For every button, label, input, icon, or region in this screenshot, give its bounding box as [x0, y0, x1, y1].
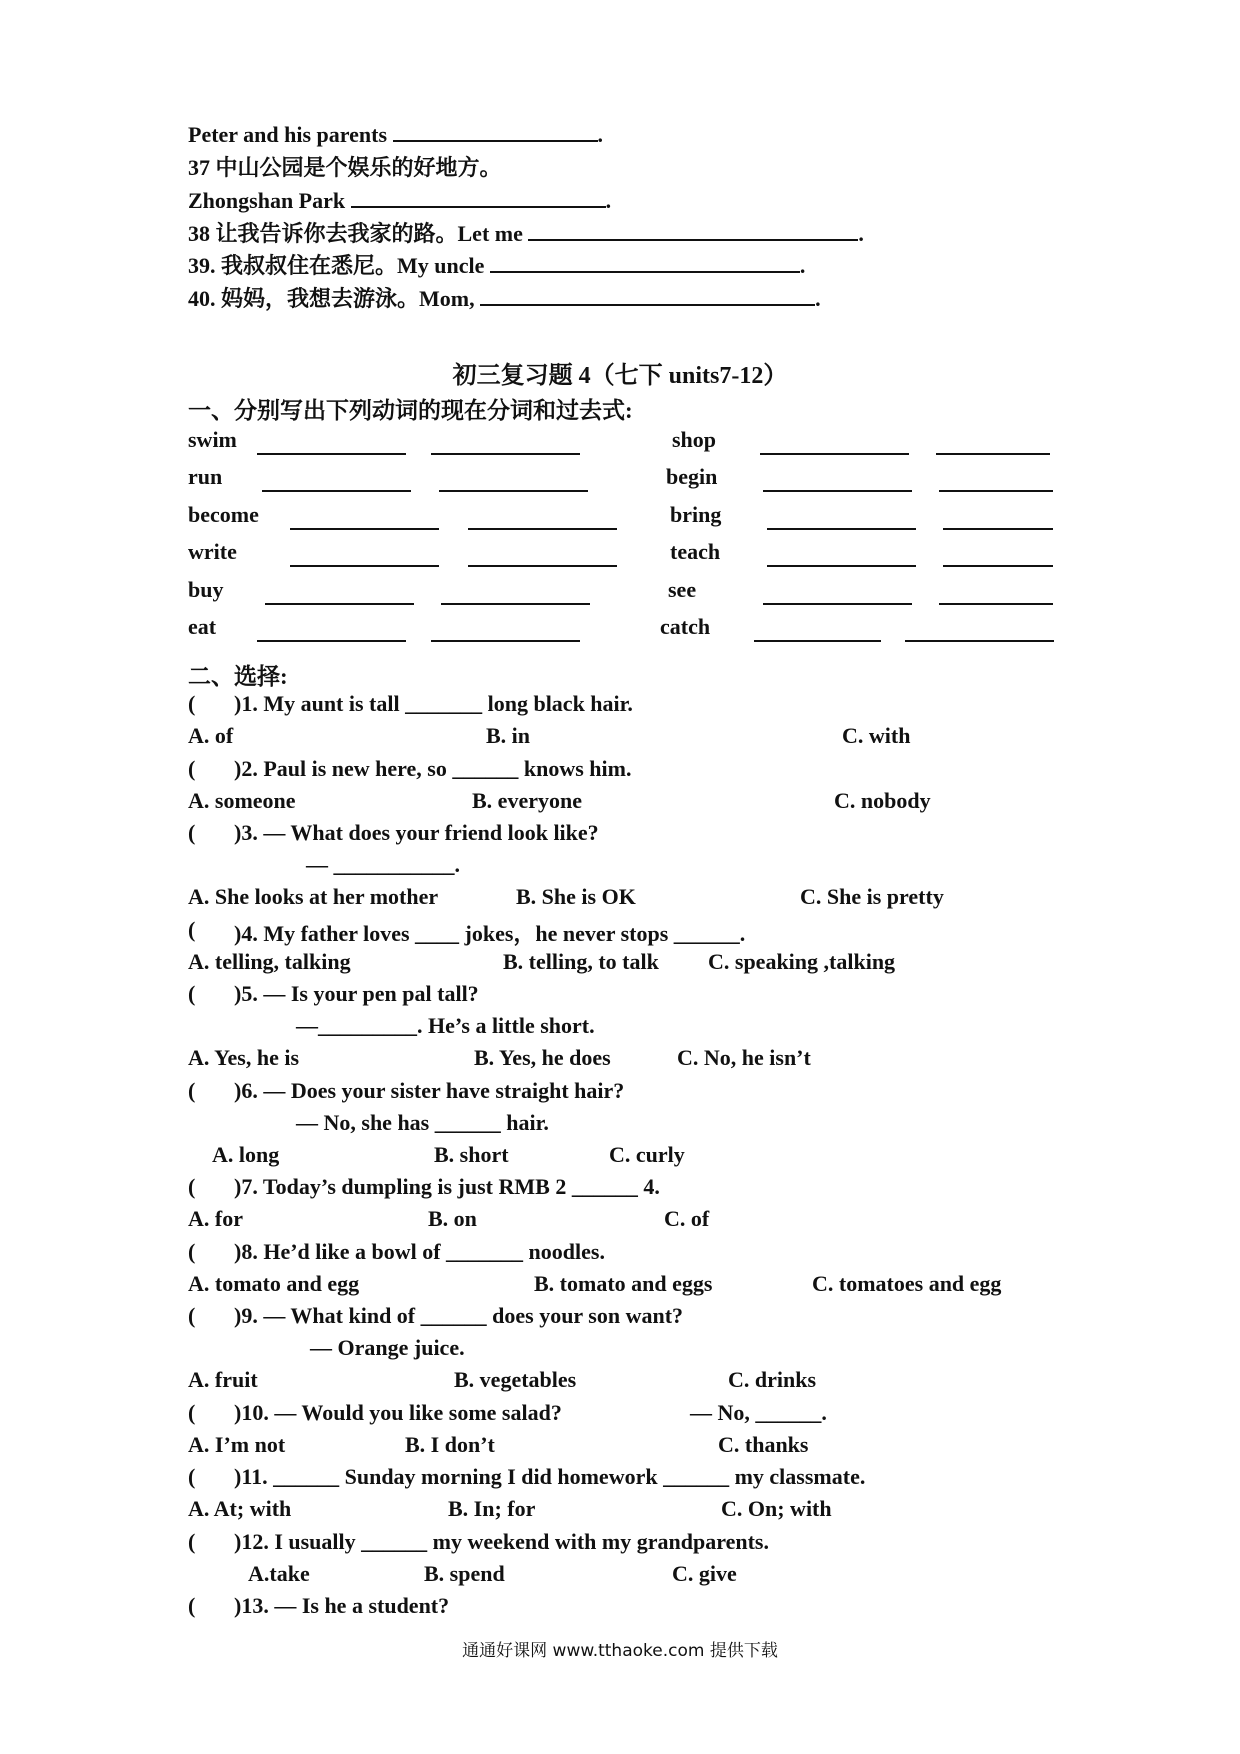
verb-answer-blank[interactable] [441, 603, 590, 605]
answer-paren[interactable]: ( [188, 1529, 196, 1554]
question-text: )10. — Would you like some salad? [234, 1400, 562, 1425]
verb-answer-blank[interactable] [257, 453, 406, 455]
option-a[interactable]: A. for [188, 1206, 243, 1231]
answer-paren[interactable]: ( [188, 756, 196, 781]
option-c[interactable]: C. She is pretty [800, 884, 944, 909]
option-c[interactable]: C. speaking ,talking [708, 949, 896, 974]
question-text: )7. Today’s dumpling is just RMB 2 ______ 4. [234, 1174, 660, 1199]
option-c[interactable]: C. No, he isn’t [677, 1045, 811, 1070]
line-39 [188, 253, 805, 279]
question-sub-line: — No, she has ______ hair. [296, 1110, 549, 1135]
period: . [815, 286, 821, 311]
answer-blank[interactable] [351, 188, 606, 208]
verb-left-2: become [188, 502, 259, 527]
verb-answer-blank[interactable] [262, 490, 411, 492]
option-b[interactable]: B. She is OK [516, 884, 636, 909]
period: . [597, 122, 604, 147]
option-b[interactable]: B. vegetables [454, 1367, 577, 1392]
line-text: Peter and his parents [188, 122, 388, 147]
question-text: )3. — What does your friend look like? [234, 820, 599, 845]
question-sub-line: — Orange juice. [310, 1335, 465, 1360]
option-c[interactable]: C. tomatoes and egg [812, 1271, 1002, 1296]
period: . [799, 253, 806, 278]
question-text: )6. — Does your sister have straight hair? [234, 1078, 625, 1103]
option-b[interactable]: B. I don’t [405, 1432, 495, 1457]
period: . [858, 221, 864, 246]
verb-right-5: catch [660, 614, 711, 639]
option-b[interactable]: B. everyone [472, 788, 582, 813]
verb-answer-blank[interactable] [943, 528, 1053, 530]
option-a[interactable]: A. of [188, 723, 234, 748]
question-text: )2. Paul is new here, so ______ knows him. [234, 756, 632, 781]
answer-paren[interactable]: ( [188, 917, 196, 942]
answer-blank[interactable] [528, 221, 858, 241]
page-title: 初三复习题 4（七下 units7-12） [452, 363, 788, 389]
option-a[interactable]: A. someone [188, 788, 296, 813]
verb-answer-blank[interactable] [760, 453, 909, 455]
option-a[interactable]: A. tomato and egg [188, 1271, 360, 1296]
option-b[interactable]: B. tomato and eggs [534, 1271, 713, 1296]
verb-right-1: begin [666, 464, 718, 489]
section-1-heading: 一、分别写出下列动词的现在分词和过去式: [188, 398, 633, 423]
question-text: )1. My aunt is tall _______ long black hair. [234, 691, 633, 716]
line-text: 38 让我告诉你去我家的路。Let me [188, 221, 523, 246]
option-a[interactable]: A. Yes, he is [188, 1045, 300, 1070]
option-b[interactable]: B. In; for [448, 1496, 536, 1521]
option-c[interactable]: C. drinks [728, 1367, 817, 1392]
verb-answer-blank[interactable] [754, 640, 881, 642]
question-reply: — No, ______. [690, 1400, 827, 1425]
line-text: Zhongshan Park [188, 188, 346, 213]
answer-paren[interactable]: ( [188, 1593, 196, 1618]
question-sub-line: — ___________. [306, 852, 460, 877]
verb-answer-blank[interactable] [431, 640, 580, 642]
section-2-heading: 二、选择: [188, 664, 288, 689]
verb-right-0: shop [672, 427, 717, 452]
option-b[interactable]: B. on [428, 1206, 477, 1231]
option-a[interactable]: A. I’m not [188, 1432, 286, 1457]
line-37-cn: 37 中山公园是个娱乐的好地方。 [188, 155, 502, 180]
option-a[interactable]: A. At; with [188, 1496, 292, 1521]
verb-answer-blank[interactable] [763, 603, 912, 605]
option-c[interactable]: C. of [664, 1206, 710, 1231]
verb-answer-blank[interactable] [257, 640, 406, 642]
verb-left-5: eat [188, 614, 217, 639]
option-a[interactable]: A. She looks at her mother [188, 884, 439, 909]
question-text: )12. I usually ______ my weekend with my grandparents. [234, 1529, 769, 1554]
answer-blank[interactable] [480, 286, 815, 306]
verb-answer-blank[interactable] [439, 490, 588, 492]
question-text: )13. — Is he a student? [234, 1593, 450, 1618]
verb-answer-blank[interactable] [943, 565, 1053, 567]
verb-answer-blank[interactable] [290, 565, 439, 567]
line-38 [188, 221, 864, 247]
verb-answer-blank[interactable] [767, 528, 916, 530]
verb-answer-blank[interactable] [936, 453, 1050, 455]
option-b[interactable]: B. Yes, he does [474, 1045, 611, 1070]
option-a[interactable]: A. long [212, 1142, 280, 1167]
option-a[interactable]: A. telling, talking [188, 949, 351, 974]
answer-paren[interactable]: ( [188, 1400, 196, 1425]
verb-answer-blank[interactable] [290, 528, 439, 530]
option-a[interactable]: A.take [248, 1561, 310, 1586]
question-text: )4. My father loves ____ jokes，he never stops ______. [234, 921, 746, 946]
verb-answer-blank[interactable] [468, 528, 617, 530]
question-sub-line: —_________. He’s a little short. [296, 1013, 595, 1038]
question-text: )9. — What kind of ______ does your son want? [234, 1303, 684, 1328]
option-c[interactable]: C. nobody [834, 788, 931, 813]
footer: 通通好课网 www.tthaoke.com 提供下载 [462, 1641, 778, 1661]
verb-left-0: swim [188, 427, 237, 452]
verb-answer-blank[interactable] [939, 490, 1053, 492]
answer-blank[interactable] [490, 253, 800, 273]
verb-right-2: bring [670, 502, 722, 527]
question-text: )5. — Is your pen pal tall? [234, 981, 479, 1006]
answer-paren[interactable]: ( [188, 691, 196, 716]
option-c[interactable]: C. thanks [718, 1432, 809, 1457]
answer-paren[interactable]: ( [188, 1303, 196, 1328]
verb-answer-blank[interactable] [939, 603, 1053, 605]
option-c[interactable]: C. curly [609, 1142, 685, 1167]
answer-paren[interactable]: ( [188, 981, 196, 1006]
option-b[interactable]: B. in [486, 723, 531, 748]
line-40 [188, 286, 821, 312]
verb-right-3: teach [670, 539, 721, 564]
line-text: 40. 妈妈，我想去游泳。Mom, [188, 286, 475, 311]
verb-right-4: see [668, 577, 697, 602]
option-b[interactable]: B. spend [424, 1561, 505, 1586]
question-text: )8. He’d like a bowl of _______ noodles. [234, 1239, 605, 1264]
line-text: 39. 我叔叔住在悉尼。My uncle [188, 253, 485, 278]
answer-paren[interactable]: ( [188, 1464, 196, 1489]
option-c[interactable]: C. On; with [721, 1496, 832, 1521]
answer-paren[interactable]: ( [188, 820, 196, 845]
verb-left-3: write [188, 539, 237, 564]
verb-left-1: run [188, 464, 223, 489]
verb-answer-blank[interactable] [468, 565, 617, 567]
verb-answer-blank[interactable] [767, 565, 916, 567]
period: . [605, 188, 612, 213]
option-c[interactable]: C. with [842, 723, 911, 748]
verb-answer-blank[interactable] [763, 490, 912, 492]
answer-paren[interactable]: ( [188, 1078, 196, 1103]
answer-paren[interactable]: ( [188, 1174, 196, 1199]
verb-answer-blank[interactable] [431, 453, 580, 455]
option-c[interactable]: C. give [672, 1561, 737, 1586]
option-b[interactable]: B. telling, to talk [503, 949, 659, 974]
answer-paren[interactable]: ( [188, 1239, 196, 1264]
option-a[interactable]: A. fruit [188, 1367, 258, 1392]
line-36 [188, 122, 603, 148]
option-b[interactable]: B. short [434, 1142, 509, 1167]
answer-blank[interactable] [393, 122, 598, 142]
line-37-en [188, 188, 611, 214]
verb-answer-blank[interactable] [905, 640, 1054, 642]
verb-answer-blank[interactable] [265, 603, 414, 605]
verb-left-4: buy [188, 577, 224, 602]
question-text: )11. ______ Sunday morning I did homework ______ my classmate. [234, 1464, 866, 1489]
